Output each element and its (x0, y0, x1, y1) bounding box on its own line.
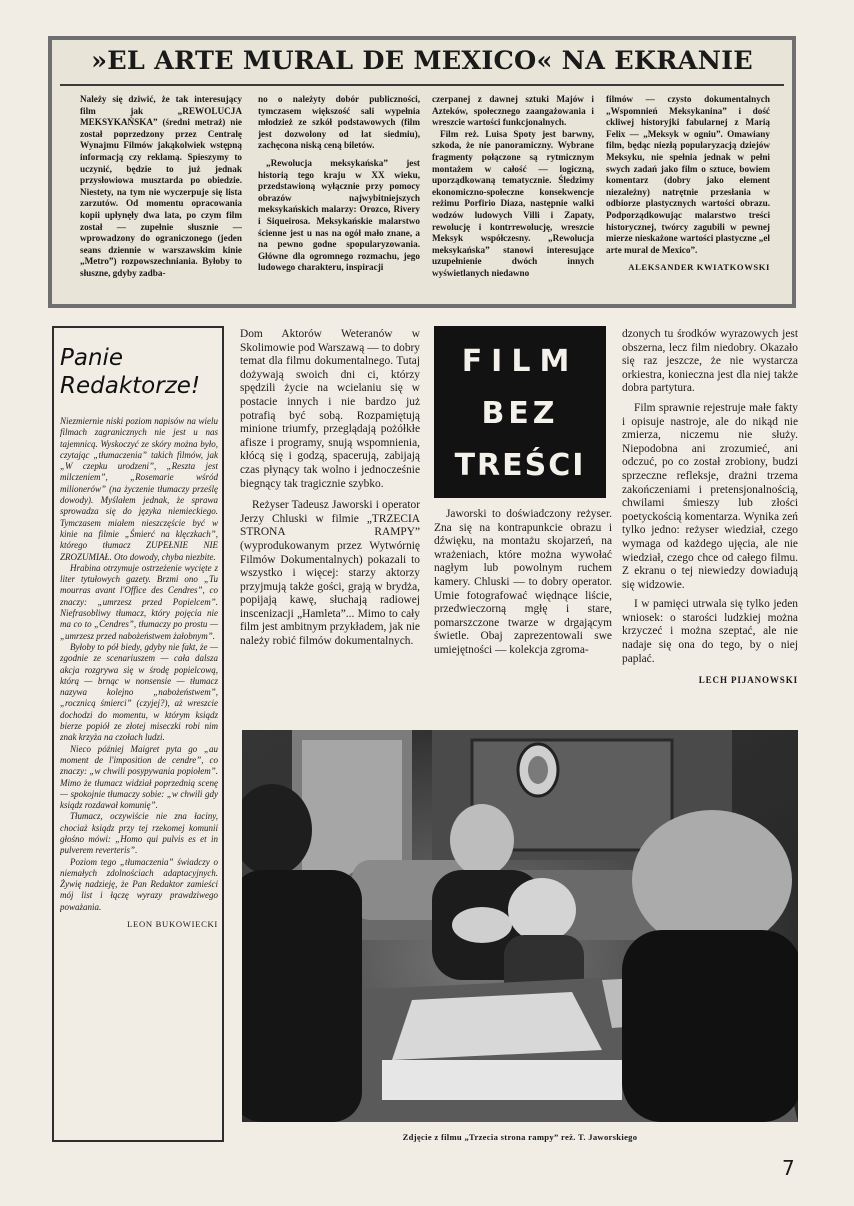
paragraph: „Rewolucja meksykańska” jest historią tego kraju w XX wieku, przedstawioną wyłącznie przy pomocy obrazów najwybitniejszych meksykańskich malarzy: Orozco, Rivery i Siqueirosa. Meksykańskie malarstwo ścienne jest u nas na ogół mało znane, a na pewno godne spopularyzowania. Główne dla ogromnego rozmachu, jego ludowego charakteru, inspiracji (258, 157, 420, 273)
letter-signature: LEON BUKOWIECKI (127, 919, 218, 930)
paragraph: Tłumacz, oczywiście nie zna łaciny, chociaż ksiądz przy tej rzekomej komunii głośno mówi: „Homo qui pulvis es et in pulverem reverteris”. (60, 811, 218, 856)
title-word-2: BEZ (481, 396, 559, 431)
main-article-signature: LECH PIJANOWSKI (698, 675, 798, 686)
paragraph: Hrabina otrzymuje ostrzeżenie wycięte z liter tytułowych gazety. Brzmi ono „Tu mourras avant l'Office des Cendres”, co znaczy: „umrzesz przed Popielcem”. Niefrasobliwy tłumacz, który pojęcia nie ma co to „Cendres”, tłumaczy po prostu — „umrzesz przed nabożeństwem żałobnym”. (60, 562, 218, 641)
top-article-column-1 (80, 94, 242, 294)
top-article-column-4 (606, 94, 770, 294)
top-article-headline: »EL ARTE MURAL DE MEXICO« NA EKRANIE (91, 46, 753, 76)
title-word-3: TREŚCI (454, 448, 586, 483)
headline-rule (60, 84, 784, 86)
main-article-title-block (434, 326, 606, 498)
paragraph: Reżyser Tadeusz Jaworski i operator Jerzy Chluski w filmie „TRZECIA STRONA RAMPY” (wyprodukowanym przez Wytwórnię Filmów Dokumentalnych) pokazali to wszystko i więcej: starzy aktorzy przyjmują także gości, grają w brydża, popijają kawę, słuchają radiowej inscenizacji „Hamleta”... Mimo to cały film jest ambitnym przykładem, jak nie należy robić filmów dokumentalnych. (240, 499, 420, 648)
letter-title-line-1: Panie (60, 345, 124, 371)
paragraph: dzonych tu środków wyrazowych jest obszerna, lecz film niedobry. Okazało się raz jeszcze, że nie wystarcza orkiestra, konieczna jest dla niej także dobra partytura. (622, 328, 798, 395)
paragraph: Nieco później Maigret pyta go „au moment de l'imposition de cendre”, co znaczy: „w chwili posypywania popiołem”. Mimo że tłumacz widział poprzednią scenę — spokojnie tłumaczy sobie: „w chwili gdy ksiądz rozdawał komunię”. (60, 743, 218, 811)
letter-body (60, 416, 218, 1132)
main-article-column-1 (240, 328, 420, 728)
paragraph: czerpanej z dawnej sztuki Majów i Azteków, społecznego zaangażowania i wreszcie wartości funkcjonalnych. (432, 94, 594, 128)
title-word-1: FILM (461, 344, 579, 379)
top-article-column-3 (432, 94, 594, 294)
paragraph: Dom Aktorów Weteranów w Skolimowie pod Warszawą — to dobry temat dla filmu dokumentalnego. Tutaj dożywają swoich dni ci, którzy spędzili życie na wcielaniu się w postacie innych i nie bardzo już potrafią być sobą. Rozpamiętują minione triumfy, przeglądają pożółkłe afisze i programy, snują wspomnienia, kłócą się i godzą, spacerują, zabijają czas płynący tak wolno i jednocześnie biegnący tak tragicznie szybko. (240, 328, 420, 490)
photo-caption: Zdjęcie z filmu „Trzecia strona rampy” reż. T. Jaworskiego (402, 1132, 638, 1142)
paragraph: Należy się dziwić, że tak interesujący film jak „REWOLUCJA MEKSYKAŃSKA” (średni metraż) nie został poprzedzony przez Centralę Wynajmu Filmów jakąkolwiek wstępną informacją czy reklamą. Spieszymy to uczynić, będzie to już jednak przysłowiowa musztarda po obiedzie. Niestety, na tym nie wyczerpuje się lista zarzutów. Od momentu opracowania kopii upłynęły dwa lata, po czym film został — zupełnie słusznie — wprowadzony do ograniczonego (jeden seans dziennie w warszawskim kinie „Metro”) rozpowszechniania. Byłoby to słuszne, gdyby zadba- (80, 94, 242, 278)
top-article-column-2 (258, 94, 420, 294)
film-still-photo (242, 730, 798, 1122)
paragraph: filmów — czysto dokumentalnych „Wspomnień Meksykanina” i dość ckliwej historyjki fabularnej z Marią Felix — „Meksyk w ogniu”. Omawiany film, będąc niezłą popularyzacją dziejów Meksyku, nie spełnia jednak w pełni swych zadań jako film o sztuce, bowiem komentarz (dobry jako element niezależny) natrętnie przesłania w odbiorze plastycznych wartości obrazu. Podporządkowując malarstwo treści historycznej, twórcy zagubili w pewnej mierze nieskażone wartości plastyczne „el arte mural de Mexico”. (606, 94, 770, 255)
page-number: 7 (782, 1156, 795, 1180)
paragraph: Niezmiernie niski poziom napisów na wielu filmach zagranicznych nie jest u nas tajemnicą. Wyskoczyć ze skóry można było, czytając „tłumaczenia” takich filmów, jak „W czepku urodzeni”, „Reszta jest milczeniem”, „Rosemarie wśród milionerów” (na życzenie tłumaczy prześlę dowody). Myślałem jednak, że sprawa sprowadza się do języka niemieckiego. Tymczasem miałem nieszczęście być w kinie na filmie „Śmierć na klęczkach”, którego tłumacz ZUPEŁNIE NIE ZROZUMIAŁ. Oto dowody, chyba niezbite. (60, 416, 218, 562)
main-article-column-2 (434, 508, 612, 726)
paragraph: Film sprawnie rejestruje małe fakty i opisuje nastroje, ale do nikąd nie zmierza, niczemu nie służy. Niepodobna ani zrozumieć, ani odczuć, po co został zrobiony, budzi sprzeczne refleksje, drażni trzema zakończeniami i pretensjonalnością, chwilami śmieszy lub złości poetyckością komentarza. Wynika zeń tylko jedno: reżyser wiedział, czego wymaga od każdego ujęcia, ale nie wiedział, czego chce od całego filmu. Z ekranu o tej niewiedzy dowiadują się widzowie. (622, 401, 798, 591)
paragraph: I w pamięci utrwala się tylko jeden wniosek: o starości ludzkiej można krzyczeć i można szeptać, ale nie nadaje się ona do tego, by o niej paplać. (622, 598, 798, 665)
paragraph: Poziom tego „tłumaczenia” świadczy o niemałych zdolnościach adaptacyjnych. Żywię nadzieję, że Pan Redaktor zamieści mój list i łączę wyrazy prawdziwego poważania. (60, 856, 218, 912)
paragraph: Jaworski to doświadczony reżyser. Zna się na kontrapunkcie obrazu i dźwięku, na montażu skojarzeń, na wrażeniach, które można wywołać nagłym lub powolnym ruchem kamery. Chluski — to dobry operator. Umie fotografować więdnące liście, przedwieczorną mgłę i stare, pomarszczone twarze w drgającym świetle. Obaj zaprezentowali swe umiejętności — kolekcja zgroma- (434, 508, 612, 656)
letter-title-line-2: Redaktorze! (60, 373, 201, 399)
paragraph: Byłoby to pół biedy, gdyby nie fakt, że — zgodnie ze scenariuszem — cała dalsza akcja rozgrywa się w środę popielcową, którą — brnąc w nonsensie — tłumacz nazywa kolejno „nabożeństwem”, „rocznicą śmierci” (czyjej?), aż wreszcie dochodzi do momentu, w którym ksiądz bierze popiół ze złotej miseczki robi nim znak krzyża na czołach ludzi. (60, 641, 218, 743)
main-article-column-3 (622, 328, 798, 708)
letter-title (60, 344, 220, 400)
paragraph: Film reż. Luisa Spoty jest barwny, szkoda, że nie panoramiczny. Wybrane fragmenty połączone są rytmicznym montażem w całość — logiczną, uporządkowaną tematycznie. Śledzimy ekonomiczno-społeczne konsekwencje reżimu Porfirio Diaza, następnie walki wodzów ludowych Villi i Zapaty, rewolucję i kontrrewolucję, wreszcie Meksyk współczesny. „Rewolucja meksykańska” stanowi interesujące uzupełnienie dwóch innych wyświetlanych niedawno (432, 128, 594, 278)
top-article-signature: ALEKSANDER KWIATKOWSKI (628, 262, 770, 273)
photo-illustration (242, 730, 798, 1122)
paragraph: no o należyty dobór publiczności, tymczasem większość sali wypełnia młodzież ze szkół podstawowych (film jest dozwolony od lat siedmiu), zachęcona niską ceną biletów. (258, 94, 420, 151)
